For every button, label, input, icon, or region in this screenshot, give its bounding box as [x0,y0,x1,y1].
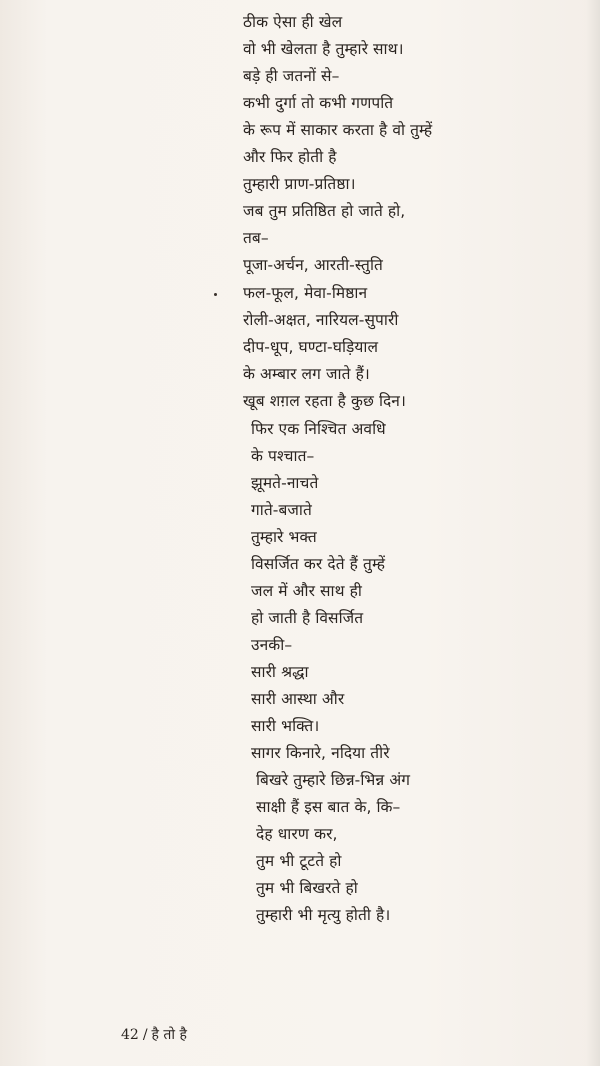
poem-line: कभी दुर्गा तो कभी गणपति [243,94,394,112]
poem-line: झूमते-नाचते [251,474,319,492]
poem-line: खूब शग़ल रहता है कुछ दिन। [243,392,406,410]
poem-line: फिर एक निश्चित अवधि [251,420,386,438]
poem-block [0,10,600,990]
poem-line: देह धारण कर, [256,825,338,843]
poem-line: जब तुम प्रतिष्ठित हो जाते हो, [243,202,406,220]
poem-line: तुम भी बिखरते हो [256,879,358,897]
poem-line: पूजा-अर्चन, आरती-स्तुति [243,256,383,274]
poem-line: बड़े ही जतनों से– [243,67,340,85]
poem-line: विसर्जित कर देते हैं तुम्हें [251,555,386,573]
poem-line: सारी श्रद्धा [251,663,309,681]
poem-line: ठीक ऐसा ही खेल [243,13,343,31]
poem-line: तुम्हारी प्राण-प्रतिष्ठा। [243,175,356,193]
poem-line: तब– [243,229,269,247]
poem-line: तुम भी टूटते हो [256,852,342,870]
poem-line: के रूप में साकार करता है वो तुम्हें [243,121,433,139]
page-number: 42 [121,1027,139,1043]
poem-line: तुम्हारे भक्त [251,528,317,546]
poem-line: फल-फूल, मेवा-मिष्ठान [243,284,368,302]
poem-line: उनकी– [251,636,293,654]
poem-line: सारी आस्था और [251,690,345,708]
poem-line: वो भी खेलता है तुम्हारे साथ। [243,40,404,58]
poem-line: तुम्हारी भी मृत्यु होती है। [256,906,391,924]
poem-line: दीप-धूप, घण्टा-घड़ियाल [243,338,379,356]
poem-line: के पश्चात– [251,447,315,465]
page-footer [121,1026,187,1044]
poem-line: के अम्बार लग जाते हैं। [243,365,370,383]
footer-separator: / [142,1027,148,1043]
poem-line: साक्षी हैं इस बात के, कि– [256,798,401,816]
poem-line: जल में और साथ ही [251,582,363,600]
poem-line: और फिर होती है [243,148,337,166]
poem-line: गाते-बजाते [251,501,312,519]
book-title: है तो है [151,1027,187,1043]
poem-line: रोली-अक्षत, नारियल-सुपारी [243,311,399,329]
poem-line: सागर किनारे, नदिया तीरे [251,744,390,762]
poem-line: सारी भक्ति। [251,717,320,735]
ink-speck [214,293,217,296]
poem-line: हो जाती है विसर्जित [251,609,364,627]
poem-line: बिखरे तुम्हारे छिन्न-भिन्न अंग [256,771,411,789]
